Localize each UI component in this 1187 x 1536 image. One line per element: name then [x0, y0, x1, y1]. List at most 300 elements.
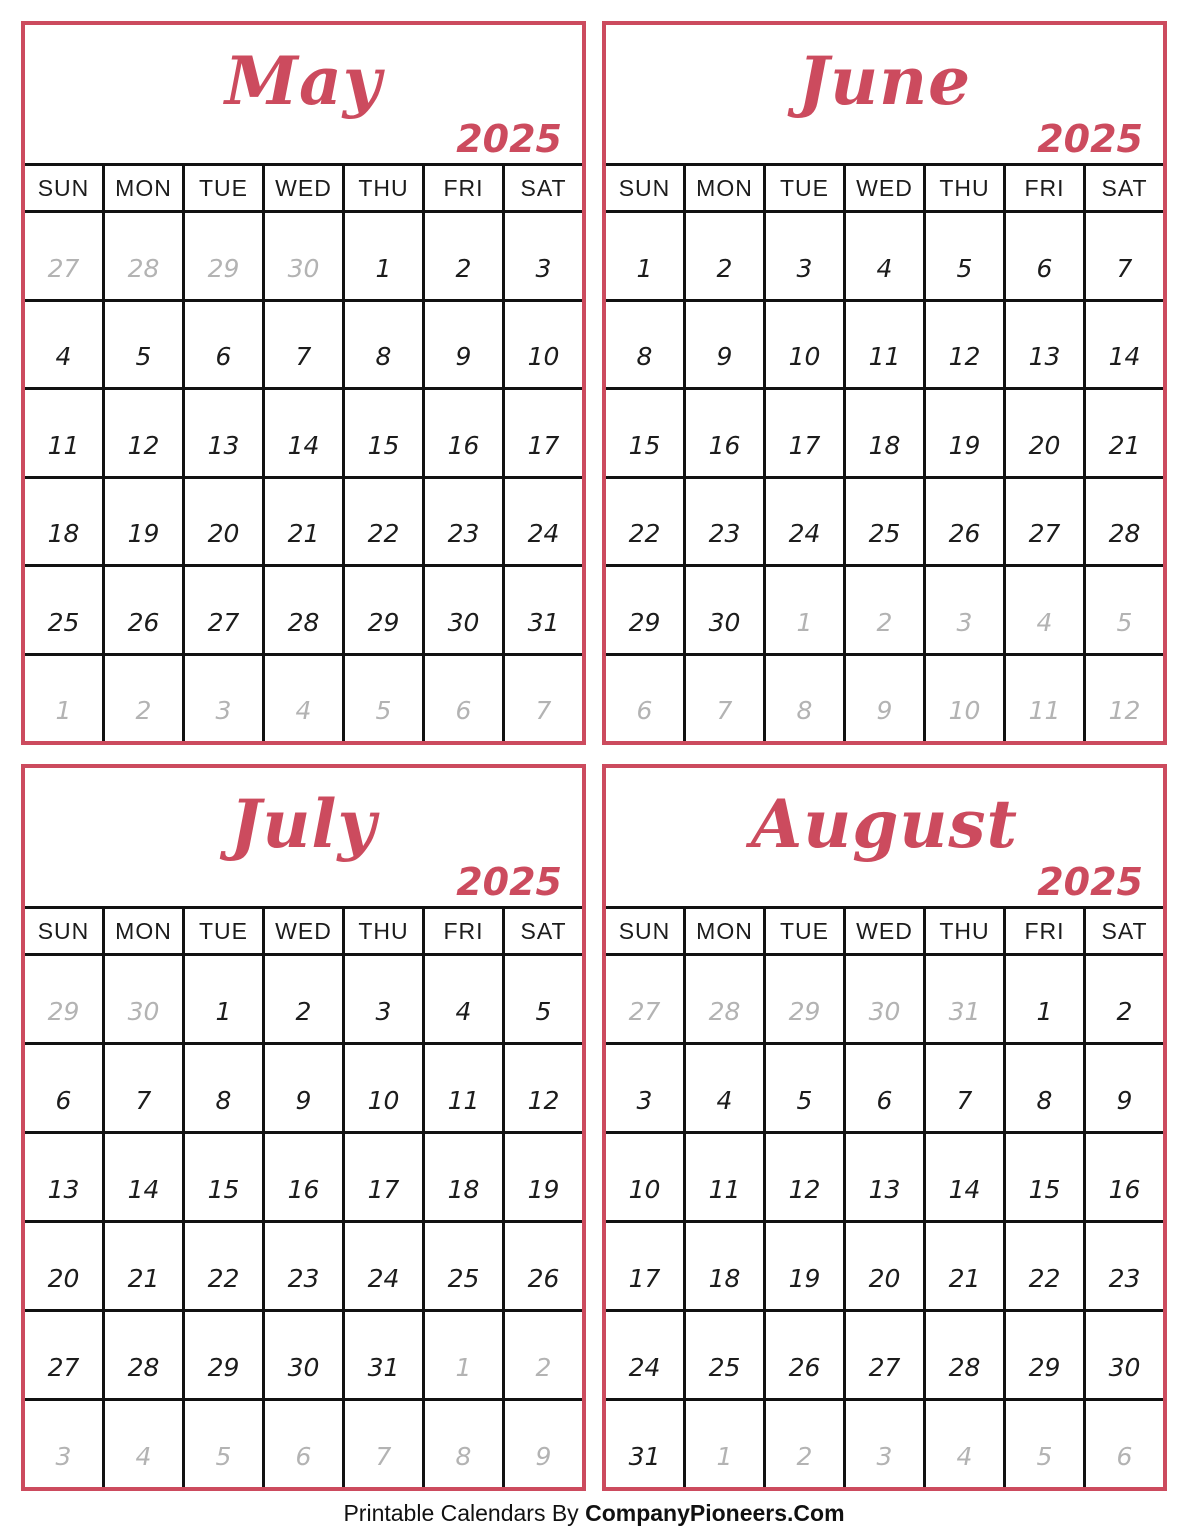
- date-cell: [425, 1401, 502, 1487]
- weekday-header: TUE: [766, 166, 843, 210]
- date-number: 14: [1108, 342, 1141, 371]
- date-cell: [185, 567, 262, 653]
- date-number: 9: [455, 342, 472, 371]
- calendar-may: [21, 21, 586, 745]
- date-number: 28: [287, 607, 320, 637]
- date-number: 2: [796, 1442, 813, 1471]
- date-cell: [265, 1134, 342, 1220]
- date-number: 9: [1116, 1086, 1133, 1115]
- date-number: 12: [788, 1175, 821, 1204]
- date-number: 30: [127, 997, 160, 1026]
- date-cell: [265, 479, 342, 565]
- date-number: 12: [948, 342, 981, 371]
- date-cell: [425, 956, 502, 1042]
- date-number: 1: [215, 997, 232, 1026]
- date-number: 19: [527, 1175, 560, 1204]
- date-number: 28: [1108, 519, 1141, 548]
- date-cell: [926, 1223, 1003, 1309]
- weekday-header: WED: [265, 909, 342, 953]
- calendar-june: [602, 21, 1167, 745]
- date-number: 12: [527, 1086, 560, 1115]
- date-number: 24: [527, 519, 560, 548]
- date-number: 9: [716, 342, 733, 371]
- date-cell: [265, 213, 342, 299]
- date-number: 4: [956, 1442, 973, 1471]
- month-title: June: [797, 42, 972, 120]
- date-number: 29: [207, 253, 240, 283]
- date-cell: [1006, 1401, 1083, 1487]
- calendars-grid: [21, 21, 1167, 1491]
- date-cell: [185, 1045, 262, 1131]
- date-cell: [846, 479, 923, 565]
- date-number: 31: [527, 607, 560, 637]
- date-cell: [926, 302, 1003, 388]
- date-number: 6: [1036, 253, 1053, 283]
- date-number: 19: [788, 1264, 821, 1293]
- weekday-header: THU: [926, 166, 1003, 210]
- date-cell: [1006, 213, 1083, 299]
- weekday-header: WED: [846, 909, 923, 953]
- date-number: 8: [636, 342, 653, 371]
- date-cell: [606, 1312, 683, 1398]
- date-cell: [345, 567, 422, 653]
- date-number: 26: [948, 519, 981, 548]
- date-cell: [606, 479, 683, 565]
- date-number: 16: [287, 1175, 320, 1204]
- date-number: 19: [127, 519, 160, 548]
- date-number: 21: [287, 519, 320, 548]
- date-cell: [606, 390, 683, 476]
- date-cell: [1086, 302, 1163, 388]
- date-cell: [105, 656, 182, 742]
- date-cell: [606, 1045, 683, 1131]
- weekday-header: FRI: [425, 166, 502, 210]
- date-cell: [926, 567, 1003, 653]
- date-number: 18: [708, 1264, 741, 1293]
- date-cell: [425, 567, 502, 653]
- date-number: 2: [135, 696, 152, 725]
- date-number: 10: [788, 342, 821, 371]
- date-cell: [1006, 1045, 1083, 1131]
- date-cell: [606, 656, 683, 742]
- date-cell: [105, 567, 182, 653]
- date-cell: [265, 956, 342, 1042]
- date-cell: [846, 956, 923, 1042]
- date-cell: [425, 656, 502, 742]
- date-number: 8: [796, 696, 813, 725]
- date-cell: [1086, 956, 1163, 1042]
- date-cell: [846, 1223, 923, 1309]
- date-cell: [1006, 956, 1083, 1042]
- weekday-header: FRI: [1006, 166, 1083, 210]
- date-cell: [25, 213, 102, 299]
- date-cell: [1006, 390, 1083, 476]
- date-cell: [1006, 479, 1083, 565]
- date-number: 29: [367, 607, 400, 637]
- date-cell: [185, 1134, 262, 1220]
- date-number: 13: [1028, 342, 1061, 371]
- date-number: 1: [455, 1353, 472, 1382]
- date-cell: [606, 302, 683, 388]
- date-number: 10: [628, 1175, 661, 1204]
- calendar-grid: [606, 163, 1163, 741]
- date-number: 1: [55, 696, 72, 725]
- date-number: 18: [47, 519, 80, 548]
- date-number: 16: [708, 430, 741, 460]
- date-number: 1: [796, 607, 813, 637]
- date-cell: [105, 213, 182, 299]
- date-cell: [345, 1312, 422, 1398]
- date-number: 24: [367, 1264, 400, 1293]
- date-number: 7: [716, 696, 733, 725]
- date-cell: [686, 956, 763, 1042]
- date-cell: [25, 1223, 102, 1309]
- date-cell: [766, 479, 843, 565]
- date-cell: [265, 656, 342, 742]
- date-number: 7: [535, 696, 552, 725]
- date-cell: [265, 302, 342, 388]
- date-cell: [425, 1312, 502, 1398]
- date-number: 1: [716, 1442, 733, 1471]
- date-number: 11: [708, 1175, 741, 1204]
- date-cell: [766, 1223, 843, 1309]
- date-cell: [505, 1045, 582, 1131]
- calendar-grid: [606, 906, 1163, 1487]
- date-cell: [425, 302, 502, 388]
- weekday-header: MON: [686, 909, 763, 953]
- calendar-august: [602, 764, 1167, 1491]
- date-cell: [425, 1045, 502, 1131]
- date-number: 4: [455, 997, 472, 1026]
- date-number: 3: [636, 1086, 653, 1115]
- date-cell: [505, 956, 582, 1042]
- date-cell: [846, 390, 923, 476]
- date-number: 20: [47, 1264, 80, 1293]
- weekday-header: SAT: [1086, 166, 1163, 210]
- date-cell: [606, 1401, 683, 1487]
- date-number: 10: [527, 342, 560, 371]
- date-cell: [926, 1134, 1003, 1220]
- date-cell: [846, 1134, 923, 1220]
- date-number: 5: [796, 1086, 813, 1115]
- date-cell: [1086, 1401, 1163, 1487]
- date-cell: [766, 567, 843, 653]
- date-number: 2: [1116, 997, 1133, 1026]
- weekday-header: THU: [345, 909, 422, 953]
- date-cell: [926, 656, 1003, 742]
- date-cell: [505, 479, 582, 565]
- weekday-header: SUN: [606, 166, 683, 210]
- date-number: 8: [215, 1086, 232, 1115]
- date-number: 31: [948, 997, 981, 1026]
- date-cell: [1086, 1312, 1163, 1398]
- date-number: 14: [287, 430, 320, 460]
- date-cell: [25, 302, 102, 388]
- date-number: 1: [1036, 997, 1053, 1026]
- date-cell: [425, 213, 502, 299]
- date-number: 21: [948, 1264, 981, 1293]
- date-number: 8: [1036, 1086, 1053, 1115]
- date-number: 1: [636, 253, 653, 283]
- date-number: 27: [47, 253, 80, 283]
- date-cell: [1086, 1134, 1163, 1220]
- date-cell: [926, 1312, 1003, 1398]
- date-cell: [505, 1312, 582, 1398]
- date-number: 24: [788, 519, 821, 548]
- date-cell: [505, 390, 582, 476]
- date-number: 14: [127, 1175, 160, 1204]
- date-number: 17: [788, 430, 821, 460]
- date-cell: [1086, 213, 1163, 299]
- date-number: 25: [447, 1264, 480, 1293]
- date-number: 7: [375, 1442, 392, 1471]
- date-cell: [185, 390, 262, 476]
- date-cell: [606, 1134, 683, 1220]
- date-number: 3: [876, 1442, 893, 1471]
- date-number: 21: [127, 1264, 160, 1293]
- date-number: 10: [948, 696, 981, 725]
- date-number: 27: [47, 1353, 80, 1382]
- date-cell: [846, 1401, 923, 1487]
- date-cell: [926, 1401, 1003, 1487]
- calendar-header: [25, 768, 582, 906]
- date-number: 8: [455, 1442, 472, 1471]
- weekday-header: SAT: [505, 909, 582, 953]
- date-cell: [686, 656, 763, 742]
- date-number: 11: [47, 430, 80, 460]
- date-number: 13: [207, 430, 240, 460]
- weekday-header: SUN: [25, 909, 102, 953]
- date-cell: [926, 213, 1003, 299]
- date-cell: [1086, 656, 1163, 742]
- month-title: August: [751, 785, 1018, 863]
- date-number: 28: [127, 253, 160, 283]
- date-cell: [345, 1223, 422, 1309]
- date-number: 30: [868, 997, 901, 1026]
- date-cell: [686, 302, 763, 388]
- date-cell: [766, 390, 843, 476]
- date-number: 7: [135, 1086, 152, 1115]
- weekday-header: TUE: [185, 166, 262, 210]
- date-cell: [25, 390, 102, 476]
- date-number: 12: [127, 430, 160, 460]
- date-number: 3: [55, 1442, 72, 1471]
- date-cell: [505, 213, 582, 299]
- date-number: 5: [1036, 1442, 1053, 1471]
- date-cell: [265, 1045, 342, 1131]
- date-cell: [606, 567, 683, 653]
- date-cell: [766, 656, 843, 742]
- date-number: 10: [367, 1086, 400, 1115]
- date-number: 13: [868, 1175, 901, 1204]
- footer: [21, 1491, 1167, 1536]
- date-cell: [1086, 567, 1163, 653]
- date-cell: [505, 567, 582, 653]
- date-cell: [505, 656, 582, 742]
- weekday-header: MON: [686, 166, 763, 210]
- date-cell: [766, 1312, 843, 1398]
- date-number: 3: [375, 997, 392, 1026]
- date-number: 22: [628, 519, 661, 548]
- date-cell: [505, 1223, 582, 1309]
- date-cell: [185, 213, 262, 299]
- date-cell: [846, 213, 923, 299]
- date-cell: [105, 302, 182, 388]
- date-cell: [425, 390, 502, 476]
- date-cell: [846, 1045, 923, 1131]
- year-label: 2025: [1037, 860, 1143, 904]
- date-number: 29: [207, 1353, 240, 1382]
- date-cell: [265, 1312, 342, 1398]
- date-number: 4: [876, 253, 893, 283]
- date-cell: [345, 1045, 422, 1131]
- date-cell: [766, 956, 843, 1042]
- date-number: 4: [1036, 607, 1053, 637]
- date-cell: [766, 302, 843, 388]
- date-number: 24: [628, 1353, 661, 1382]
- date-cell: [185, 956, 262, 1042]
- date-cell: [926, 479, 1003, 565]
- date-cell: [185, 1312, 262, 1398]
- date-cell: [105, 1401, 182, 1487]
- date-cell: [185, 1401, 262, 1487]
- date-number: 3: [956, 607, 973, 637]
- date-number: 4: [716, 1086, 733, 1115]
- weekday-header: WED: [265, 166, 342, 210]
- date-number: 27: [868, 1353, 901, 1382]
- date-cell: [25, 1401, 102, 1487]
- date-cell: [345, 302, 422, 388]
- date-cell: [926, 956, 1003, 1042]
- weekday-header: SAT: [505, 166, 582, 210]
- date-number: 6: [636, 696, 653, 725]
- date-cell: [265, 1223, 342, 1309]
- date-number: 14: [948, 1175, 981, 1204]
- date-number: 2: [876, 607, 893, 637]
- date-number: 6: [55, 1086, 72, 1115]
- date-number: 6: [876, 1086, 893, 1115]
- date-cell: [1006, 567, 1083, 653]
- date-cell: [345, 479, 422, 565]
- date-number: 13: [47, 1175, 80, 1204]
- date-number: 30: [287, 253, 320, 283]
- weekday-header: FRI: [1006, 909, 1083, 953]
- date-number: 25: [708, 1353, 741, 1382]
- date-number: 11: [447, 1086, 480, 1115]
- date-number: 20: [207, 519, 240, 548]
- date-number: 30: [447, 607, 480, 637]
- date-number: 5: [135, 342, 152, 371]
- date-cell: [926, 1045, 1003, 1131]
- date-cell: [105, 479, 182, 565]
- date-cell: [686, 567, 763, 653]
- date-cell: [25, 1045, 102, 1131]
- date-number: 20: [868, 1264, 901, 1293]
- calendar-july: [21, 764, 586, 1491]
- weekday-header: TUE: [766, 909, 843, 953]
- date-number: 30: [708, 607, 741, 637]
- date-cell: [1006, 1223, 1083, 1309]
- date-cell: [345, 213, 422, 299]
- date-cell: [1086, 479, 1163, 565]
- calendar-header: [606, 768, 1163, 906]
- date-cell: [345, 1401, 422, 1487]
- date-cell: [25, 1312, 102, 1398]
- date-cell: [846, 567, 923, 653]
- date-number: 6: [455, 696, 472, 725]
- date-number: 6: [1116, 1442, 1133, 1471]
- date-cell: [686, 1401, 763, 1487]
- date-number: 3: [535, 253, 552, 283]
- date-number: 22: [367, 519, 400, 548]
- month-title: July: [230, 785, 377, 863]
- date-cell: [345, 390, 422, 476]
- weekday-header: SUN: [25, 166, 102, 210]
- date-cell: [686, 1312, 763, 1398]
- date-number: 28: [127, 1353, 160, 1382]
- date-number: 15: [207, 1175, 240, 1204]
- date-cell: [1086, 390, 1163, 476]
- date-number: 17: [628, 1264, 661, 1293]
- date-cell: [105, 1134, 182, 1220]
- date-number: 16: [1108, 1175, 1141, 1204]
- date-cell: [265, 567, 342, 653]
- date-cell: [1086, 1223, 1163, 1309]
- weekday-header: TUE: [185, 909, 262, 953]
- date-number: 15: [628, 430, 661, 460]
- date-number: 28: [948, 1353, 981, 1382]
- date-number: 22: [1028, 1264, 1061, 1293]
- date-cell: [846, 1312, 923, 1398]
- date-cell: [425, 1134, 502, 1220]
- date-number: 29: [788, 997, 821, 1026]
- date-number: 31: [367, 1353, 400, 1382]
- date-number: 27: [1028, 519, 1061, 548]
- date-number: 26: [527, 1264, 560, 1293]
- date-number: 5: [375, 696, 392, 725]
- date-number: 30: [1108, 1353, 1141, 1382]
- date-cell: [766, 1045, 843, 1131]
- date-cell: [766, 1401, 843, 1487]
- date-cell: [185, 479, 262, 565]
- date-number: 12: [1108, 696, 1141, 725]
- date-cell: [766, 1134, 843, 1220]
- date-number: 17: [527, 430, 560, 460]
- weekday-header: SUN: [606, 909, 683, 953]
- date-number: 4: [135, 1442, 152, 1471]
- date-cell: [345, 656, 422, 742]
- date-number: 6: [295, 1442, 312, 1471]
- date-cell: [686, 390, 763, 476]
- date-cell: [105, 1223, 182, 1309]
- date-cell: [345, 1134, 422, 1220]
- year-label: 2025: [456, 117, 562, 161]
- footer-brand: CompanyPioneers.Com: [585, 1500, 845, 1526]
- date-cell: [25, 956, 102, 1042]
- date-cell: [1006, 1312, 1083, 1398]
- date-number: 11: [868, 342, 901, 371]
- date-cell: [686, 1045, 763, 1131]
- date-cell: [185, 1223, 262, 1309]
- date-cell: [25, 479, 102, 565]
- date-cell: [505, 1134, 582, 1220]
- date-cell: [105, 1045, 182, 1131]
- date-cell: [606, 213, 683, 299]
- date-cell: [846, 656, 923, 742]
- weekday-header: SAT: [1086, 909, 1163, 953]
- date-cell: [25, 656, 102, 742]
- calendar-grid: [25, 163, 582, 741]
